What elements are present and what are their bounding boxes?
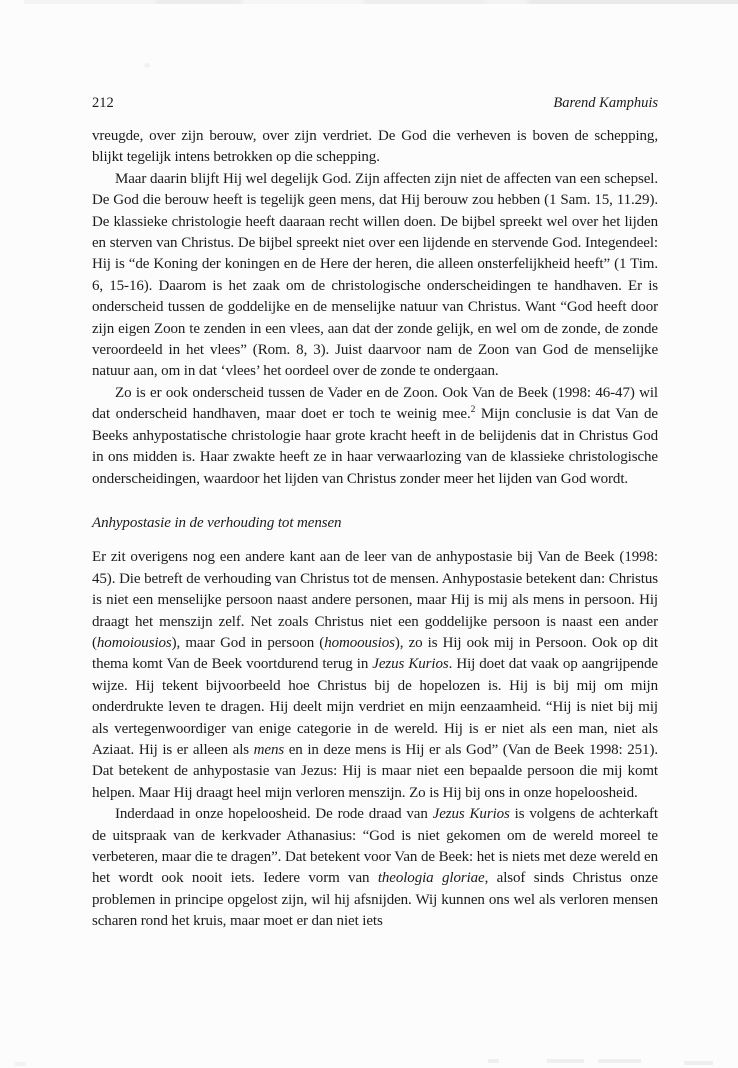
text-segment: en in deze mens is Hij er als God” (Van de Beek 1998: 251). Dat betekent de anhypostasie van Jezus: Hij is maar niet een bepaalde persoon die mij komt helpen. Maar Hij draagt heel mijn verloren menszijn. Zo is Hij bij ons in onze hopeloosheid. xyxy=(92,741,658,801)
italic-text-segment: Jezus Kurios xyxy=(372,656,449,673)
paragraph xyxy=(92,547,658,804)
paragraph xyxy=(92,383,658,490)
text-segment: ), zo is Hij ook mij in Persoon. Ook op dit thema komt Van de Beek voortdurend terug in xyxy=(92,634,658,673)
text-segment: . Hij doet dat vaak op aangrijpende wijze. Hij tekent bijvoorbeeld hoe Christus bij de hopelozen is. Hij is bij mij om mijn onderdrukte leven te dragen. Hij deelt mijn verdriet en mijn eenzaamheid. “Hij is niet bij mij als vertegenwoordiger van enige categorie in de wereld. Hij is er niet als een man, niet als Aziaat. Hij is er alleen als xyxy=(92,656,658,758)
italic-text-segment: Jezus Kurios xyxy=(432,806,510,823)
text-segment: Maar daarin blijft Hij wel degelijk God. Zijn affecten zijn niet de affecten van een schepsel. De God die berouw heeft is tegelijk geen mens, dat Hij berouw zou hebben (1 Sam. 15, 11.29). De klassieke christologie heeft daaraan recht willen doen. De bijbel spreekt wel over het lijden en sterven van Christus. De bijbel spreekt niet over een lijdende en stervende God. Integendeel: Hij is “de Koning der koningen en de Here der heren, die alleen onsterfelijkheid heeft” (1 Tim. 6, 15-16). Daarom is het zaak om de christologische onderscheidingen te handhaven. Er is onderscheid tussen de goddelijke en de menselijke natuur van Christus. Want “God heeft door zijn eigen Zoon te zenden in een vlees, aan dat der zonde gelijk, en wel om de zonde, de zonde veroordeeld in het vlees” (Rom. 8, 3). Juist daarvoor nam de Zoon van God de menselijke natuur aan, om in dat ‘vlees’ het oordeel over de zonde te ondergaan. xyxy=(92,170,658,380)
text-segment: Inderdaad in onze hopeloosheid. De rode draad van xyxy=(115,806,433,823)
text-segment: , alsof sinds Christus onze problemen in principe opgelost zijn, wil hij afsnijden. Wij kunnen ons wel als verloren mensen scharen rond het kruis, maar moet er dan niet iets xyxy=(92,870,658,930)
text-segment: vreugde, over zijn berouw, over zijn verdriet. De God die verheven is boven de schepping, blijkt tegelijk intens betrokken op die schepping. xyxy=(92,128,658,166)
italic-text-segment: theologia gloriae xyxy=(377,870,485,887)
scan-dash-artifact xyxy=(488,1059,499,1063)
footnote-marker: 2 xyxy=(470,405,476,416)
text-segment: Anhypostasie in de verhouding tot mensen xyxy=(92,514,342,531)
paragraph xyxy=(92,126,658,169)
scan-dash-artifact xyxy=(598,1059,641,1063)
text-blocks xyxy=(92,126,658,933)
text-segment: Zo is er ook onderscheid tussen de Vader en de Zoon. Ook Van de Beek (1998: 46-47) wil dat onderscheid handhaven, maar doet er toch te weinig mee. xyxy=(92,384,658,423)
italic-text-segment: homoiousios xyxy=(96,634,172,651)
text-segment: is volgens de achterkaft de uitspraak van de kerkvader Athanasius: “God is niet gekomen om de wereld moreel te verbeteren, maar die te dragen”. Dat betekent voor Van de Beek: het is niets met deze wereld en het wordt ook nooit iets. Iedere vorm van xyxy=(92,806,658,887)
text-segment: Mijn conclusie is dat Van de Beeks anhypostatische christologie haar grote kracht heeft in de belijdenis dat in Christus God in ons midden is. Haar zwakte heeft ze in haar verwaarlozing van de klassieke christologische onderscheidingen, waardoor het lijden van Christus zonder meer het lijden van God wordt. xyxy=(92,406,658,487)
page-number: 212 xyxy=(92,95,114,111)
scan-dash-artifact xyxy=(15,1062,26,1066)
paragraph xyxy=(92,804,658,932)
page-header xyxy=(92,93,658,113)
running-header-author: Barend Kamphuis xyxy=(553,95,658,111)
italic-text-segment: homoousios xyxy=(324,634,395,651)
scan-smudge-artifact xyxy=(144,63,150,68)
section-heading xyxy=(92,513,658,534)
scan-edge-artifact xyxy=(24,0,738,4)
text-segment: Er zit overigens nog een andere kant aan de leer van de anhypostasie bij Van de Beek (1998: 45). Die betreft de verhouding van Christus tot de mensen. Anhypostasie betekent dan: Christus is niet een menselijke persoon naast andere personen, maar Hij is mij als mens in persoon. Hij draagt het menszijn zelf. Net zoals Christus niet een goddelijke persoon is naast een ander ( xyxy=(92,549,658,651)
italic-text-segment: mens xyxy=(253,741,285,758)
scan-dash-artifact xyxy=(547,1059,584,1063)
text-segment: ), maar God in persoon ( xyxy=(171,634,325,651)
paragraph xyxy=(92,169,658,383)
scan-dash-artifact xyxy=(684,1061,713,1065)
